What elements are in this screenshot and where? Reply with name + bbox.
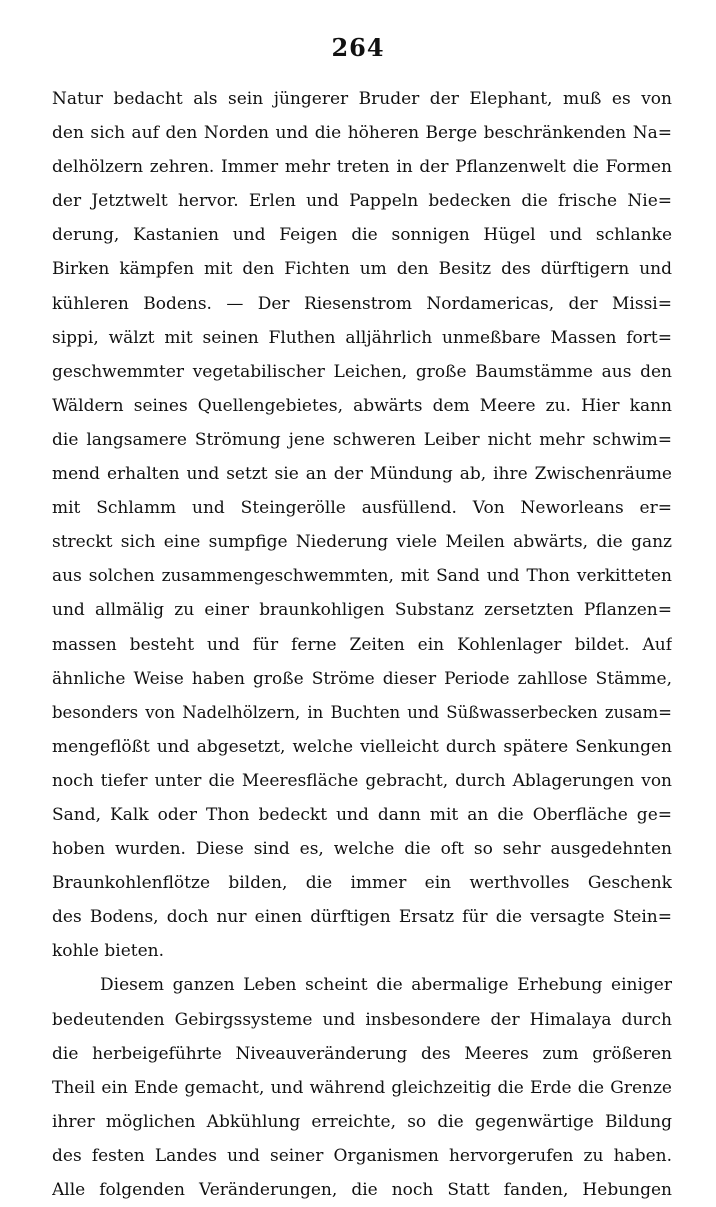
- text-line: geschwemmter vegetabilischer Leichen, große Baumstämme aus den: [52, 361, 672, 382]
- text-line: bedeutenden Gebirgssysteme und insbesondere der Himalaya durch: [52, 1009, 672, 1030]
- text-line: mit Schlamm und Steingerölle ausfüllend. Von Neworleans er=: [52, 498, 672, 519]
- paragraph-end-line: kohle bieten.: [52, 941, 165, 962]
- body-text: [52, 82, 672, 1207]
- paragraph-start-line: Diesem ganzen Leben scheint die abermalige Erhebung einiger: [100, 975, 672, 996]
- text-line: Alle folgenden Veränderungen, die noch Statt fanden, Hebungen: [52, 1180, 672, 1200]
- text-line: Braunkohlenflötze bilden, die immer ein werthvolles Geschenk: [52, 873, 672, 894]
- text-line: die herbeigeführte Niveauveränderung des Meeres zum größeren: [52, 1043, 672, 1064]
- text-line: sippi, wälzt mit seinen Fluthen alljährlich unmeßbare Massen fort=: [52, 327, 672, 348]
- text-line: des Bodens, doch nur einen dürftigen Ersatz für die versagte Stein=: [52, 907, 672, 928]
- text-line: massen besteht und für ferne Zeiten ein Kohlenlager bildet. Auf: [52, 634, 672, 655]
- text-line: die langsamere Strömung jene schweren Leiber nicht mehr schwim=: [52, 429, 672, 450]
- text-line: mend erhalten und setzt sie an der Mündung ab, ihre Zwischenräume: [52, 464, 672, 485]
- text-line: den sich auf den Norden und die höheren Berge beschränkenden Na=: [52, 123, 672, 144]
- text-line: kühleren Bodens. — Der Riesenstrom Nordamericas, der Missi=: [52, 293, 672, 314]
- text-line: hoben wurden. Diese sind es, welche die oft so sehr ausgedehnten: [52, 839, 672, 860]
- text-line: noch tiefer unter die Meeresfläche gebracht, durch Ablagerungen von: [52, 770, 672, 791]
- text-line: ihrer möglichen Abkühlung erreichte, so die gegenwärtige Bildung: [52, 1111, 672, 1132]
- text-line: Sand, Kalk oder Thon bedeckt und dann mit an die Oberfläche ge=: [52, 804, 672, 825]
- text-line: mengeflößt und abgesetzt, welche vielleicht durch spätere Senkungen: [52, 736, 672, 757]
- text-line: ähnliche Weise haben große Ströme dieser Periode zahllose Stämme,: [52, 668, 672, 689]
- text-line: besonders von Nadelhölzern, in Buchten und Süßwasserbecken zusam=: [52, 702, 672, 722]
- text-line: Natur bedacht als sein jüngerer Bruder der Elephant, muß es von: [52, 89, 672, 109]
- text-line: des festen Landes und seiner Organismen hervorgerufen zu haben.: [52, 1145, 672, 1166]
- text-line: und allmälig zu einer braunkohligen Substanz zersetzten Pflanzen=: [52, 600, 672, 621]
- page-number: 264: [331, 33, 385, 62]
- text-line: delhölzern zehren. Immer mehr treten in der Pflanzenwelt die Formen: [52, 157, 672, 178]
- text-line: Birken kämpfen mit den Fichten um den Besitz des dürftigern und: [52, 259, 672, 280]
- text-line: derung, Kastanien und Feigen die sonnigen Hügel und schlanke: [52, 225, 672, 246]
- text-line: Theil ein Ende gemacht, und während gleichzeitig die Erde die Grenze: [52, 1077, 672, 1098]
- text-line: streckt sich eine sumpfige Niederung viele Meilen abwärts, die ganz: [52, 532, 672, 553]
- text-line: der Jetztwelt hervor. Erlen und Pappeln bedecken die frische Nie=: [52, 191, 672, 212]
- text-line: Wäldern seines Quellengebietes, abwärts dem Meere zu. Hier kann: [52, 395, 672, 416]
- text-line: aus solchen zusammengeschwemmten, mit Sand und Thon verkitteten: [52, 566, 672, 587]
